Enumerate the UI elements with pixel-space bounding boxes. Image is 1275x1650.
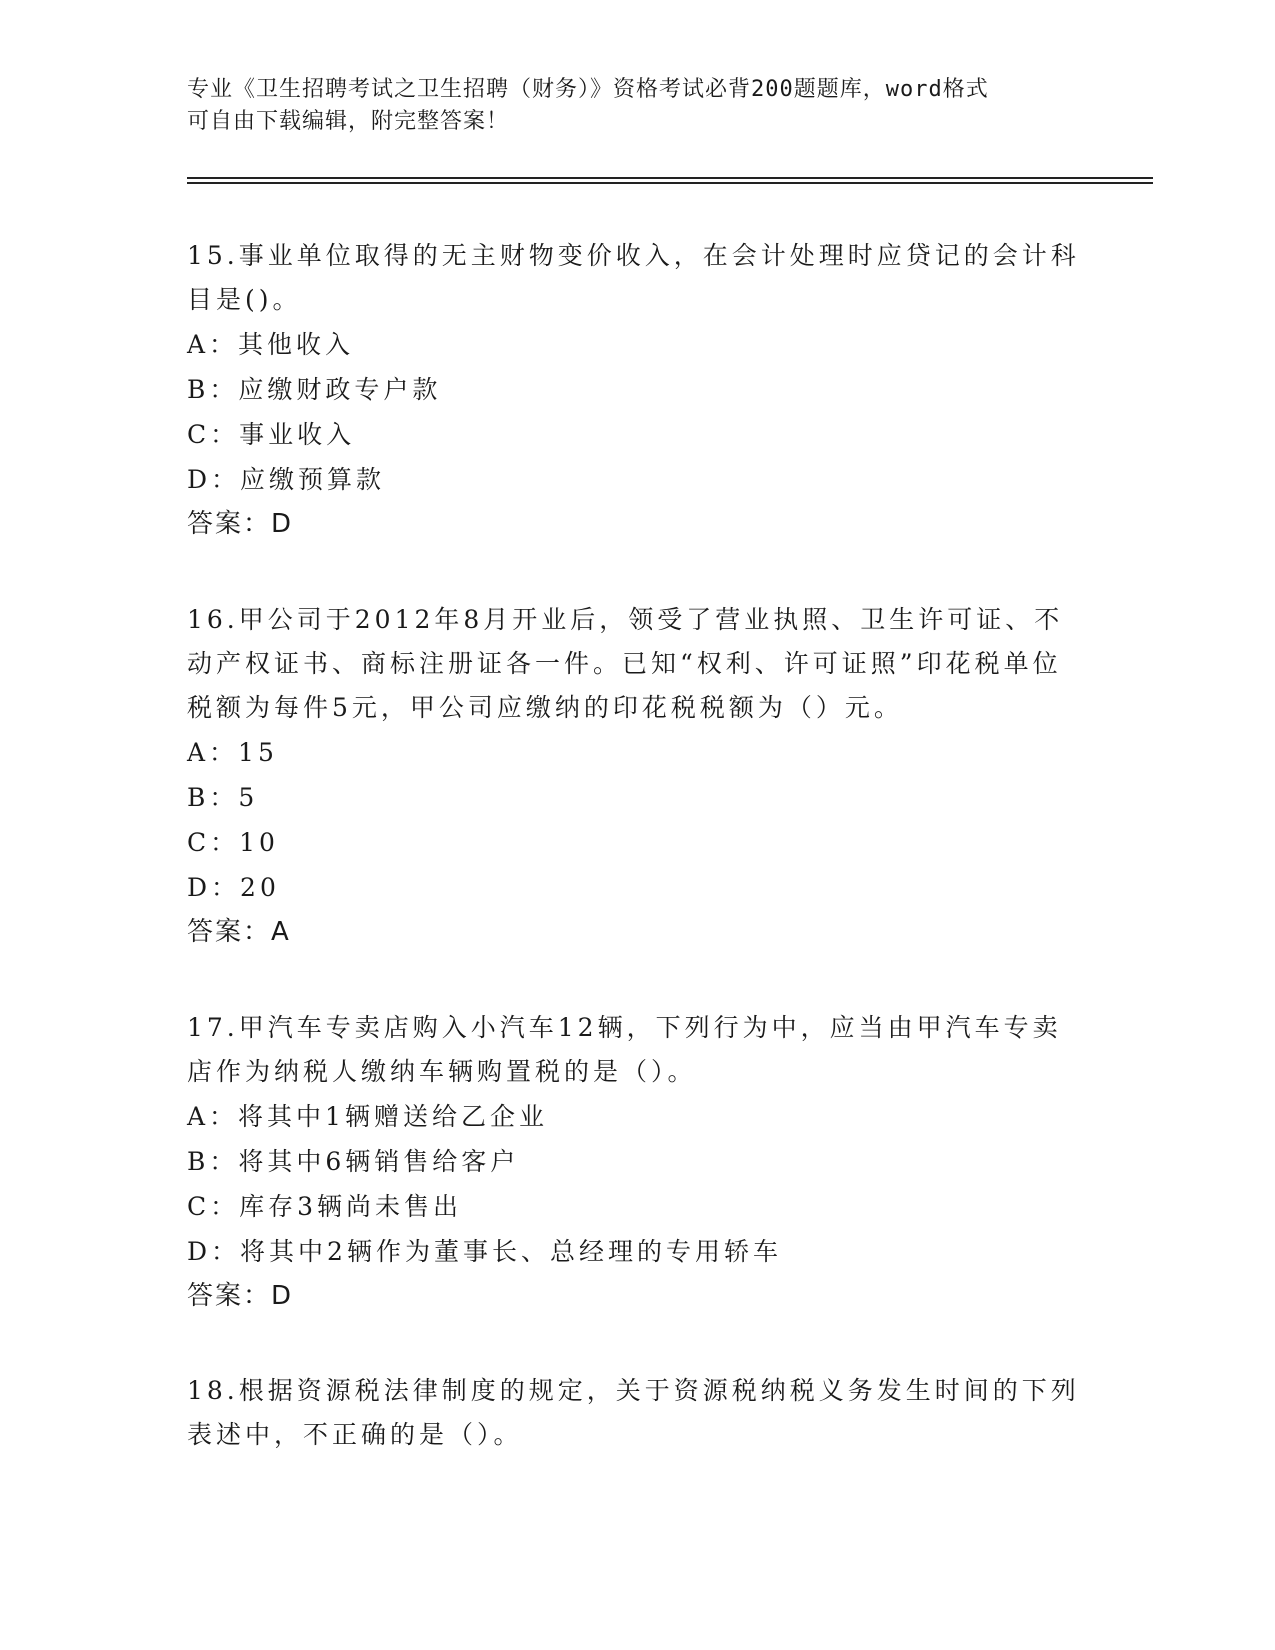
question-stem: 17.甲汽车专卖店购入小汽车12辆，下列行为中，应当由甲汽车专卖店作为纳税人缴纳车辆购置税的是（）。: [187, 1013, 1062, 1086]
question-stem: 16.甲公司于2012年8月开业后，领受了营业执照、卫生许可证、不动产权证书、商标注册证各一件。已知“权利、许可证照”印花税单位税额为每件5元，甲公司应缴纳的印花税税额为（）元。: [187, 605, 1064, 722]
question-stem: 18.根据资源税法律制度的规定，关于资源税纳税义务发生时间的下列表述中，不正确的是（）。: [187, 1376, 1080, 1449]
answer: 答案：D: [187, 509, 294, 539]
question-16: [187, 598, 1087, 955]
question-15: [187, 234, 1087, 547]
question-17: [187, 1006, 1087, 1319]
header-line-1: 专业《卫生招聘考试之卫生招聘（财务）》资格考试必背200题题库，word格式: [187, 77, 989, 102]
question-18: [187, 1369, 1087, 1457]
option-d: D：20: [187, 873, 280, 902]
option-a: A：将其中1辆赠送给乙企业: [187, 1102, 548, 1131]
option-b: B：将其中6辆销售给客户: [187, 1147, 520, 1176]
option-d: D：将其中2辆作为董事长、总经理的专用轿车: [187, 1237, 782, 1266]
option-d: D：应缴预算款: [187, 465, 386, 494]
header-divider-top: [187, 177, 1153, 179]
answer: 答案：A: [187, 917, 291, 947]
header-line-2: 可自由下载编辑，附完整答案！: [187, 109, 510, 134]
option-c: C：10: [187, 828, 279, 857]
option-c: C：库存3辆尚未售出: [187, 1192, 463, 1221]
answer: 答案：D: [187, 1281, 294, 1311]
option-a: A：15: [187, 738, 278, 767]
option-b: B：应缴财政专户款: [187, 375, 442, 404]
header-divider-bottom: [187, 182, 1153, 184]
option-a: A：其他收入: [187, 330, 355, 359]
document-header: [187, 74, 1087, 138]
question-stem: 15.事业单位取得的无主财物变价收入，在会计处理时应贷记的会计科目是()。: [187, 241, 1080, 314]
option-b: B：5: [187, 783, 259, 812]
option-c: C：事业收入: [187, 420, 356, 449]
